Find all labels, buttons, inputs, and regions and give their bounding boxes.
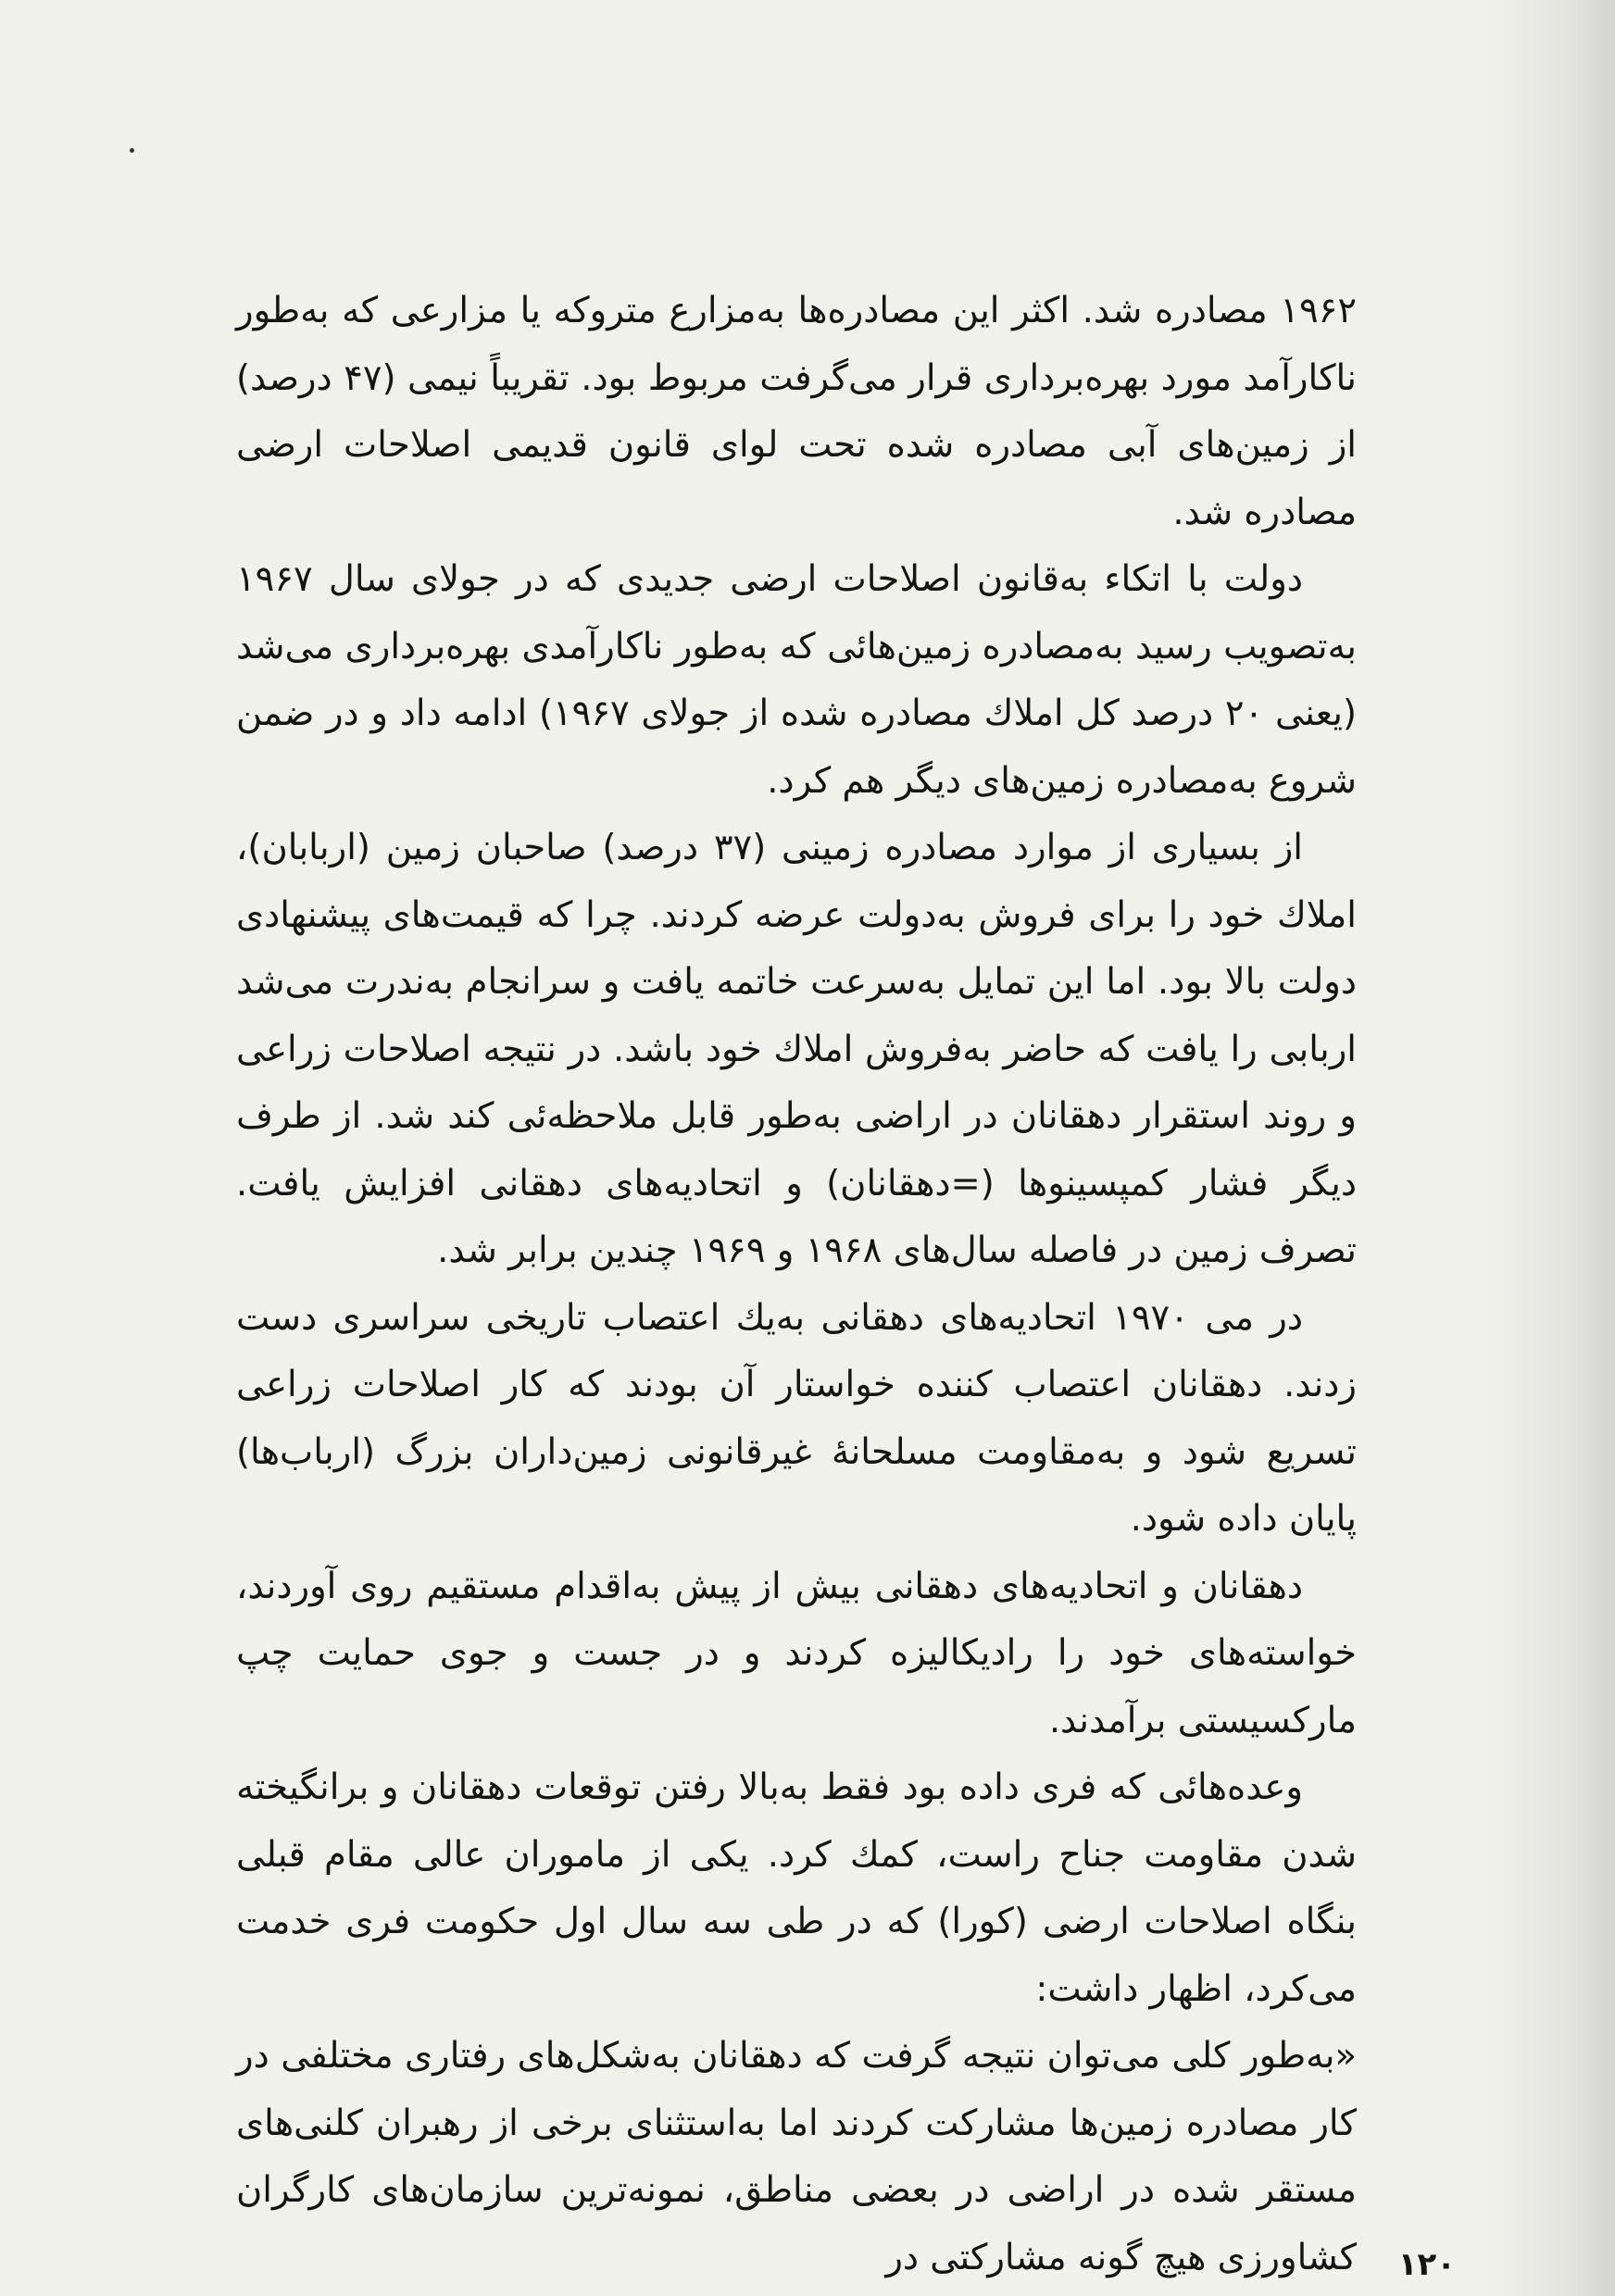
scan-speck bbox=[130, 148, 134, 153]
body-text bbox=[236, 278, 1357, 2291]
paragraph-7-quote: «به‌طور کلی می‌توان نتیجه گرفت که دهقانان به‌شکل‌های رفتاری مختلفی در کار مصادره زمین‌ها مشارکت کردند اما به‌استثنای برخی از رهبران کلنی‌های مستقر شده در اراضی در بعضی مناطق، نمونه‌ترین سازمان‌های کارگران کشاورزی هیچ گونه مشارکتی در bbox=[236, 2035, 1357, 2278]
paragraph-2: دولت با اتکاء به‌قانون اصلاحات ارضی جدیدی که در جولای سال ۱۹۶۷ به‌تصویب رسید به‌مصادره زمین‌هائی که به‌طور ناکارآمدی بهره‌برداری می‌شد (یعنی ۲۰ درصد کل املاك مصادره شده از جولای ۱۹۶۷) ادامه داد و در ضمن شروع به‌مصادره زمین‌های دیگر هم کرد. bbox=[236, 558, 1357, 802]
paragraph-5: دهقانان و اتحادیه‌های دهقانی بیش از پیش به‌اقدام مستقیم روی آوردند، خواسته‌های خود را رادیکالیزه کردند و در جست و جوی حمایت چپ مارکسیستی برآمدند. bbox=[236, 1565, 1357, 1741]
paragraph-4: در می ۱۹۷۰ اتحادیه‌های دهقانی به‌یك اعتصاب تاریخی سراسری دست زدند. دهقانان اعتصاب کننده خواستار آن بودند که کار اصلاحات زراعی تسریع شود و به‌مقاومت مسلحانهٔ غیرقانونی زمین‌داران بزرگ (ارباب‌ها) پایان داده شود. bbox=[236, 1296, 1357, 1540]
paragraph-1: ۱۹۶۲ مصادره شد. اکثر این مصادره‌ها به‌مزارع متروکه یا مزارعی که به‌طور ناکارآمد مورد بهره‌برداری قرار می‌گرفت مربوط بود. تقریباً نیمی (۴۷ درصد) از زمین‌های آبی مصادره شده تحت لوای قانون قدیمی اصلاحات ارضی مصادره شد. bbox=[236, 290, 1357, 533]
paragraph-3: از بسیاری از موارد مصادره زمینی (۳۷ درصد) صاحبان زمین (اربابان)، املاك خود را برای فروش به‌دولت عرضه کردند. چرا که قیمت‌های پیشنهادی دولت بالا بود. اما این تمایل به‌سرعت خاتمه یافت و سرانجام به‌ندرت می‌شد اربابی را یافت که حاضر به‌فروش املاك خود باشد. در نتیجه اصلاحات زراعی و روند استقرار دهقانان در اراضی به‌طور قابل ملاحظه‌ئی کند شد. از طرف دیگر فشار کمپسینوها (=دهقانان) و اتحادیه‌های دهقانی افزایش یافت. تصرف زمین در فاصله سال‌های ۱۹۶۸ و ۱۹۶۹ چندین برابر شد. bbox=[236, 827, 1357, 1271]
spine-shadow bbox=[1485, 0, 1615, 2296]
paragraph-6: وعده‌هائی که فری داده بود فقط به‌بالا رفتن توقعات دهقانان و برانگیخته شدن مقاومت جناح راست، کمك کرد. یکی از ماموران عالی مقام قبلی بنگاه اصلاحات ارضی (کورا) که در طی سه سال اول حکومت فری خدمت می‌کرد، اظهار داشت: bbox=[236, 1766, 1357, 2010]
page-number: ۱۲۰ bbox=[1397, 2246, 1456, 2283]
